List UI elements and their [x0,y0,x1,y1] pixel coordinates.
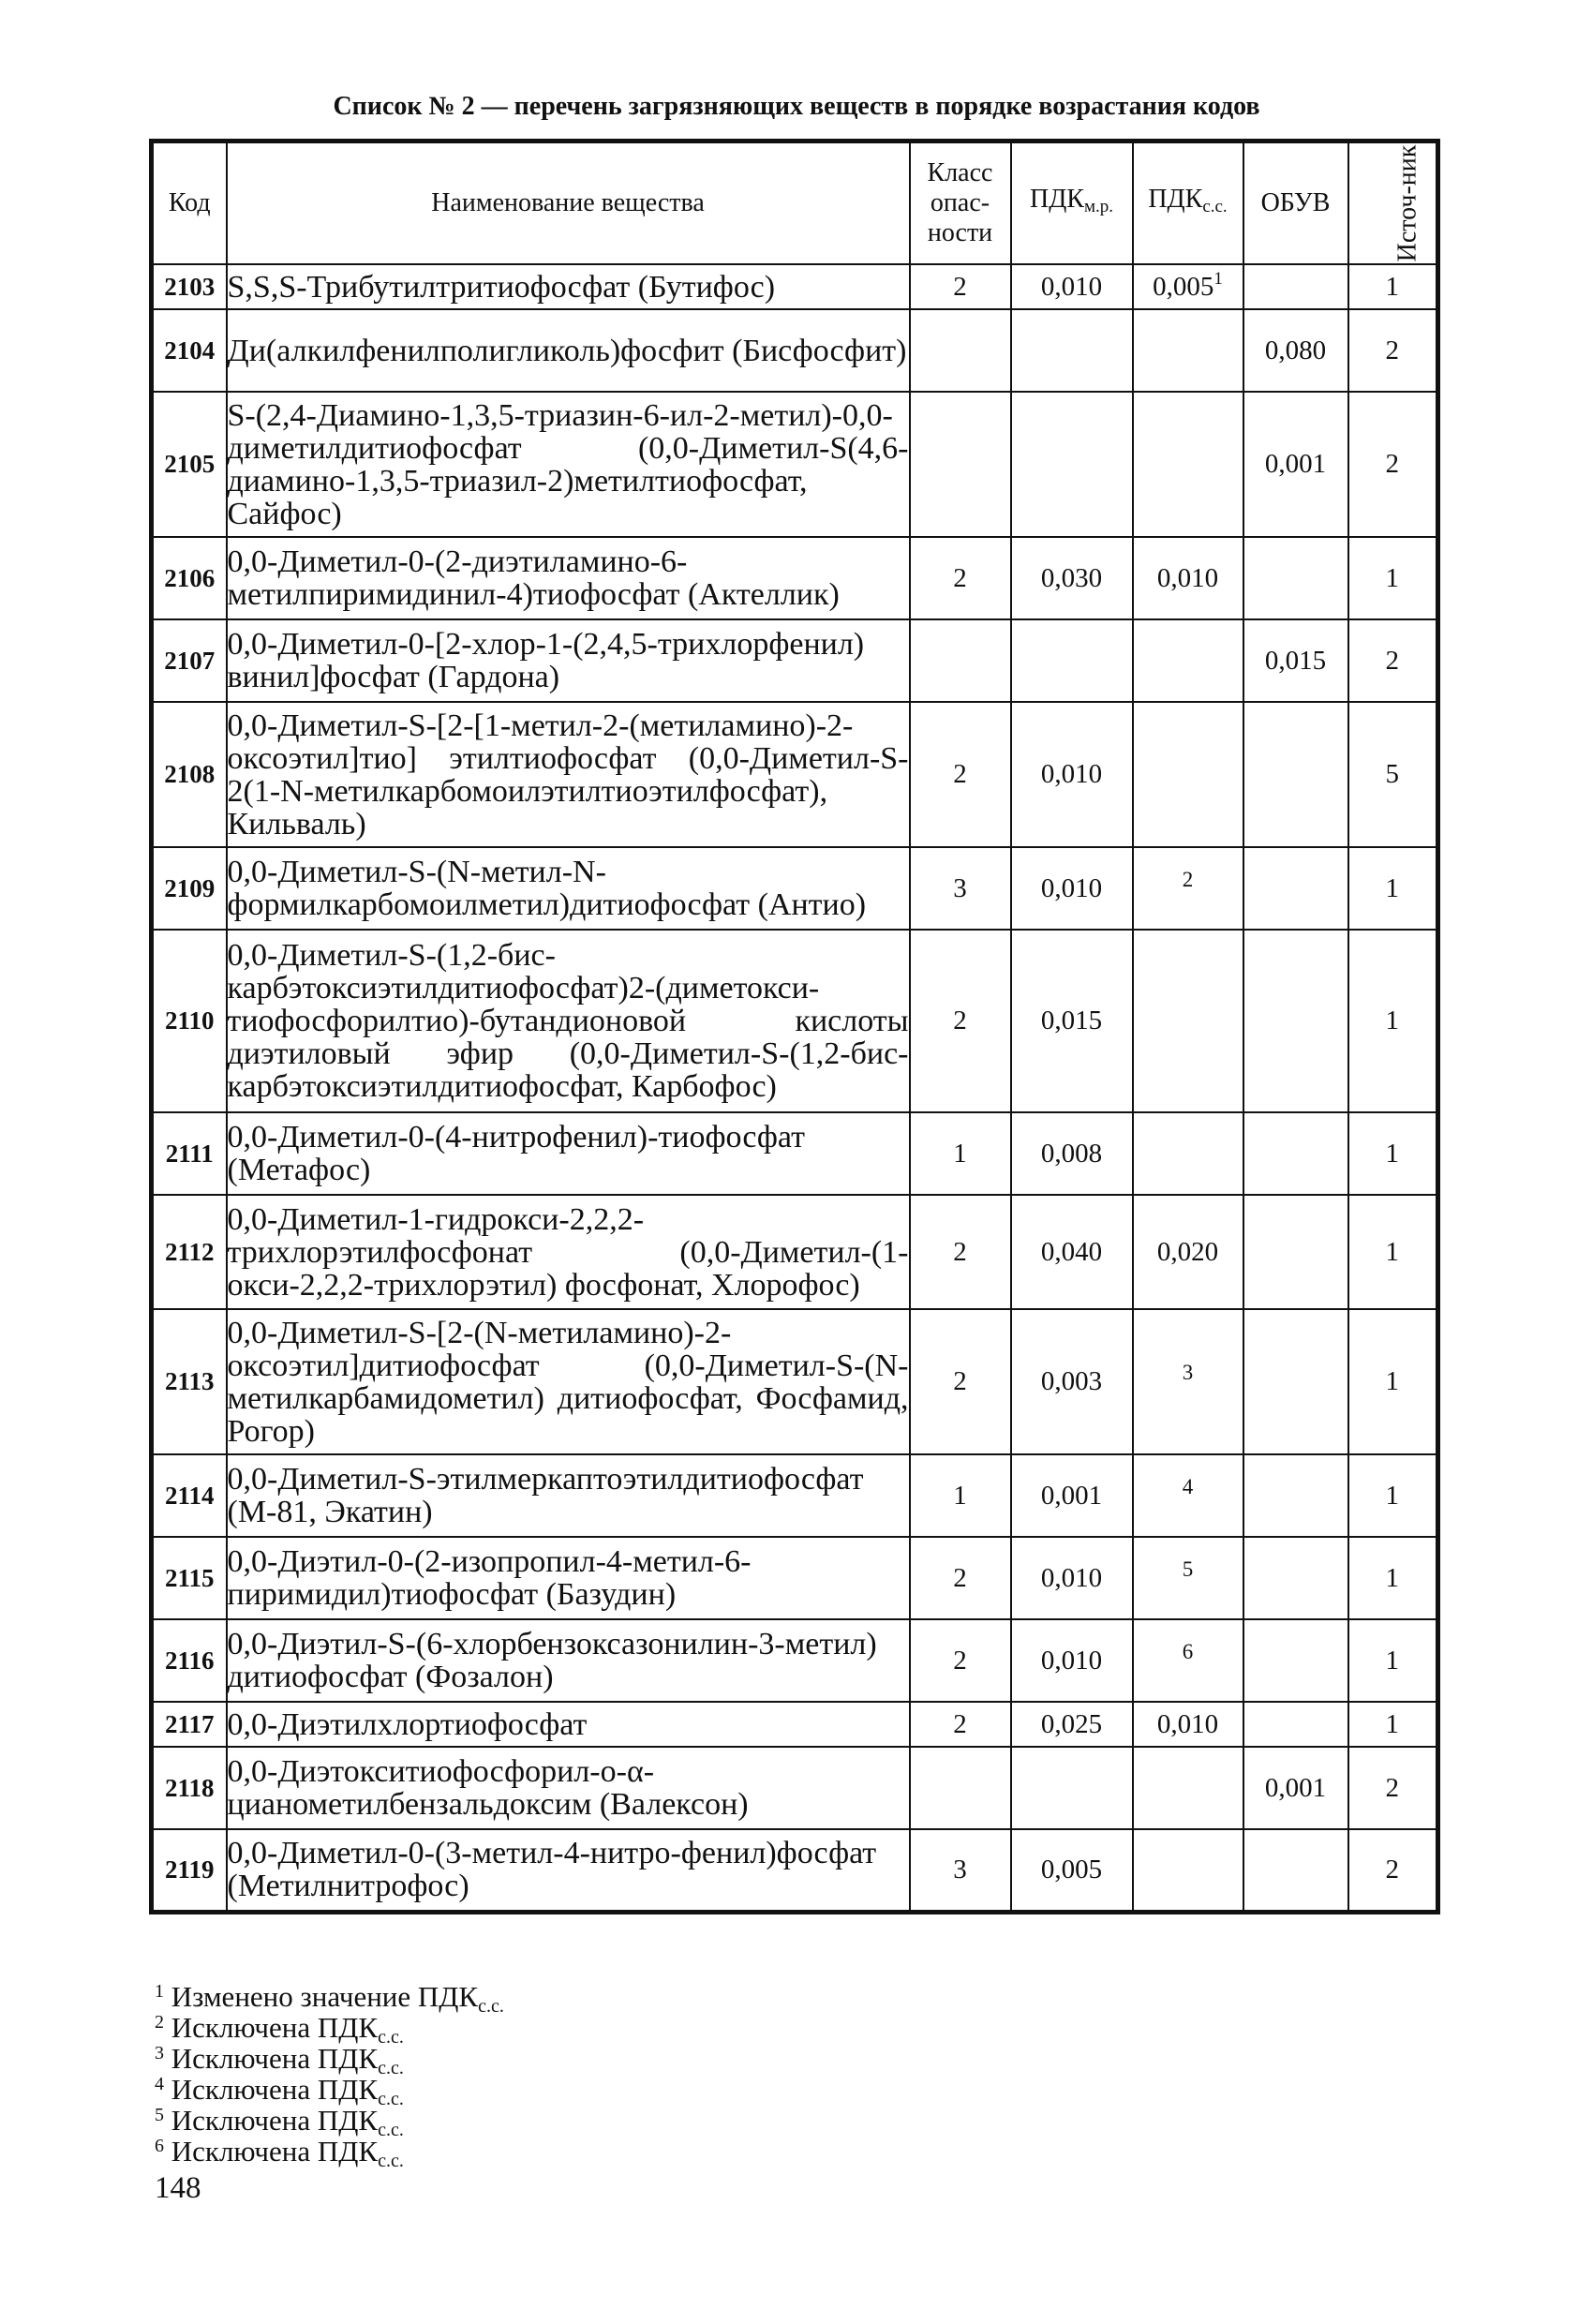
row-pdk-ss [1133,1619,1243,1702]
row-hazard-class: 2 [910,1619,1011,1702]
table-row [152,930,1438,1112]
table-row [152,1537,1438,1619]
header-obuv: ОБУВ [1243,142,1348,265]
row-pdk-mr: 0,010 [1011,702,1133,847]
row-obuv [1243,1454,1348,1537]
footnote: $^6$ Исключена $ПДК_{с.с.}$ [155,2135,404,2171]
row-pdk-ss [1133,619,1243,702]
row-hazard-class: 2 [910,1309,1011,1454]
row-source: 1 [1348,1195,1438,1309]
row-obuv [1243,847,1348,930]
row-code: 2110 [152,930,227,1112]
table-row [152,264,1438,309]
row-code: 2107 [152,619,227,702]
row-pdk-mr: 0,005 [1011,1829,1133,1912]
pollutants-table [149,139,1440,1914]
row-source: 2 [1348,1747,1438,1829]
table-row [152,1309,1438,1454]
table-row [152,702,1438,847]
table-row [152,392,1438,537]
row-code: 2116 [152,1619,227,1702]
footnote: $^2$ Исключена $ПДК_{с.с.}$ [155,2011,404,2048]
row-substance-name: 0,0-Диметил-0-[2-хлор-1-(2,4,5-трихлорфенил) винил]фосфат (Гардона) [227,619,910,702]
row-substance-name: 0,0-Диэтил-S-(6-хлорбензоксазонилин-3-метил) дитиофосфат (Фозалон) [227,1619,910,1702]
row-hazard-class: 2 [910,1702,1011,1747]
row-pdk-ss [1133,702,1243,847]
row-pdk-mr: 0,040 [1011,1195,1133,1309]
header-source: Источ-ник [1348,142,1438,265]
row-pdk-mr [1011,309,1133,392]
row-source: 5 [1348,702,1438,847]
row-substance-name: 0,0-Диэтил-0-(2-изопропил-4-метил-6-пиримидил)тиофосфат (Базудин) [227,1537,910,1619]
row-pdk-ss [1133,1747,1243,1829]
row-code: 2109 [152,847,227,930]
row-source: 2 [1348,309,1438,392]
row-hazard-class: 1 [910,1112,1011,1195]
row-code: 2113 [152,1309,227,1454]
table-row [152,619,1438,702]
row-pdk-mr: 0,008 [1011,1112,1133,1195]
row-pdk-mr: 0,010 [1011,1537,1133,1619]
row-pdk-mr [1011,1747,1133,1829]
row-code: 2106 [152,537,227,619]
row-pdk-ss [1133,392,1243,537]
row-obuv [1243,537,1348,619]
row-obuv [1243,1112,1348,1195]
footnote: $^5$ Исключена $ПДК_{с.с.}$ [155,2104,404,2140]
table-row [152,1454,1438,1537]
row-pdk-ss [1133,930,1243,1112]
table-row [152,1702,1438,1747]
table-row [152,537,1438,619]
footnote-ref: 3 [1182,1361,1194,1384]
header-hazard-class: Класс опас-ности [910,142,1011,265]
row-substance-name: 0,0-Диметил-1-гидрокси-2,2,2-трихлорэтилфосфонат (0,0-Диметил-(1-окси-2,2,2-трихлорэтил) фосфонат, Хлорофос) [227,1195,910,1309]
row-pdk-ss [1133,1829,1243,1912]
row-obuv [1243,1537,1348,1619]
row-code: 2105 [152,392,227,537]
row-pdk-ss: 0,020 [1133,1195,1243,1309]
row-obuv: 0,001 [1243,1747,1348,1829]
footnote: $^3$ Исключена $ПДК_{с.с.}$ [155,2042,404,2078]
row-obuv: 0,015 [1243,619,1348,702]
table-row [152,847,1438,930]
row-substance-name: 0,0-Диэтокситиофосфорил-о-α-цианометилбензальдоксим (Валексон) [227,1747,910,1829]
table-row [152,1195,1438,1309]
table-row [152,1829,1438,1912]
row-obuv [1243,1702,1348,1747]
row-pdk-mr: 0,010 [1011,264,1133,309]
row-pdk-mr: 0,010 [1011,1619,1133,1702]
row-source: 1 [1348,1309,1438,1454]
row-hazard-class: 2 [910,930,1011,1112]
row-substance-name: 0,0-Диметил-S-(1,2-бис-карбэтоксиэтилдитиофосфат)2-(диметокси-тиофосфорилтио)-бутандионовой кислоты диэтиловый эфир (0,0-Диметил-S-(1,2-бис-карбэтоксиэтилдитиофосфат, Карбофос) [227,930,910,1112]
row-hazard-class: 2 [910,702,1011,847]
row-obuv [1243,1195,1348,1309]
row-source: 1 [1348,1454,1438,1537]
row-code: 2111 [152,1112,227,1195]
row-pdk-mr: 0,025 [1011,1702,1133,1747]
row-pdk-ss: 0,010 [1133,1702,1243,1747]
row-pdk-ss: 0,005$^1$ [1133,264,1243,309]
footnote-ref: 6 [1182,1639,1194,1663]
row-substance-name: S,S,S-Трибутилтритиофосфат (Бутифос) [227,264,910,309]
row-hazard-class [910,619,1011,702]
header-pdk-ss: $ПДК_{с.с.}$ [1133,142,1243,265]
row-substance-name: 0,0-Диметил-S-(N-метил-N-формилкарбомоилметил)дитиофосфат (Антио) [227,847,910,930]
row-substance-name: 0,0-Диметил-S-[2-[1-метил-2-(метиламино)-2-оксоэтил]тио] этилтиофосфат (0,0-Диметил-S-2(1-N-метилкарбомоилэтилтиоэтилфосфат), Кильваль) [227,702,910,847]
row-hazard-class: 3 [910,847,1011,930]
row-hazard-class [910,309,1011,392]
row-code: 2118 [152,1747,227,1829]
row-obuv [1243,1829,1348,1912]
row-source: 1 [1348,930,1438,1112]
row-pdk-ss [1133,309,1243,392]
page-number: 148 [155,2171,201,2205]
table-row [152,1619,1438,1702]
row-hazard-class: 1 [910,1454,1011,1537]
row-code: 2119 [152,1829,227,1912]
row-pdk-mr: 0,015 [1011,930,1133,1112]
row-obuv [1243,264,1348,309]
row-source: 2 [1348,1829,1438,1912]
table-row [152,309,1438,392]
table-row [152,1747,1438,1829]
row-code: 2117 [152,1702,227,1747]
row-substance-name: 0,0-Диметил-0-(3-метил-4-нитро-фенил)фосфат (Метилнитрофос) [227,1829,910,1912]
row-code: 2114 [152,1454,227,1537]
row-code: 2108 [152,702,227,847]
footnote-ref: 5 [1182,1557,1194,1581]
header-pdk-mr: $ПДК_{м.р.}$ [1011,142,1133,265]
row-pdk-ss: 0,010 [1133,537,1243,619]
row-pdk-mr: 0,010 [1011,847,1133,930]
row-obuv: 0,080 [1243,309,1348,392]
row-substance-name: 0,0-Диметил-0-(2-диэтиламино-6-метилпиримидинил-4)тиофосфат (Актеллик) [227,537,910,619]
footnote-ref: 1 [1213,268,1223,289]
row-source: 1 [1348,264,1438,309]
footnote-ref: 4 [1182,1474,1194,1498]
row-source: 1 [1348,847,1438,930]
footnote: $^1$ Изменено значение $ПДК_{с.с.}$ [155,1980,504,2017]
row-source: 2 [1348,392,1438,537]
footnote: $^4$ Исключена $ПДК_{с.с.}$ [155,2073,404,2109]
row-obuv [1243,702,1348,847]
row-code: 2115 [152,1537,227,1619]
header-code: Код [152,142,227,265]
row-source: 2 [1348,619,1438,702]
row-hazard-class: 2 [910,537,1011,619]
row-hazard-class: 3 [910,1829,1011,1912]
row-hazard-class: 2 [910,1195,1011,1309]
row-pdk-mr [1011,619,1133,702]
row-pdk-mr: 0,030 [1011,537,1133,619]
row-substance-name: Ди(алкилфенилполигликоль)фосфит (Бисфосфит) [227,309,910,392]
row-source: 1 [1348,537,1438,619]
row-source: 1 [1348,1112,1438,1195]
row-substance-name: 0,0-Диметил-S-[2-(N-метиламино)-2-оксоэтил]дитиофосфат (0,0-Диметил-S-(N-метилкарбамидометил) дитиофосфат, Фосфамид, Рогор) [227,1309,910,1454]
row-code: 2104 [152,309,227,392]
row-hazard-class: 2 [910,264,1011,309]
row-substance-name: 0,0-Диэтилхлортиофосфат [227,1702,910,1747]
row-source: 1 [1348,1537,1438,1619]
row-pdk-mr [1011,392,1133,537]
row-source: 1 [1348,1702,1438,1747]
header-name: Наименование вещества [227,142,910,265]
row-obuv [1243,1619,1348,1702]
row-pdk-ss [1133,1112,1243,1195]
row-obuv: 0,001 [1243,392,1348,537]
footnotes [155,1980,504,2171]
page-title: Список № 2 — перечень загрязняющих веществ в порядке возрастания кодов [333,92,1260,121]
row-hazard-class [910,1747,1011,1829]
row-substance-name: 0,0-Диметил-S-этилмеркаптоэтилдитиофосфат (М-81, Экатин) [227,1454,910,1537]
row-obuv [1243,930,1348,1112]
footnote-ref: 2 [1182,867,1194,891]
row-code: 2112 [152,1195,227,1309]
row-substance-name: S-(2,4-Диамино-1,3,5-триазин-6-ил-2-метил)-0,0-диметилдитиофосфат (0,0-Диметил-S(4,6-диамино-1,3,5-триазил-2)метилтиофосфат, Сайфос) [227,392,910,537]
row-hazard-class: 2 [910,1537,1011,1619]
row-pdk-ss [1133,847,1243,930]
row-code: 2103 [152,264,227,309]
row-pdk-mr: 0,003 [1011,1309,1133,1454]
row-hazard-class [910,392,1011,537]
row-substance-name: 0,0-Диметил-0-(4-нитрофенил)-тиофосфат (Метафос) [227,1112,910,1195]
row-source: 1 [1348,1619,1438,1702]
row-pdk-ss [1133,1454,1243,1537]
table-header-row [152,142,1438,265]
row-pdk-mr: 0,001 [1011,1454,1133,1537]
row-obuv [1243,1309,1348,1454]
row-pdk-ss [1133,1309,1243,1454]
row-pdk-ss [1133,1537,1243,1619]
table-row [152,1112,1438,1195]
